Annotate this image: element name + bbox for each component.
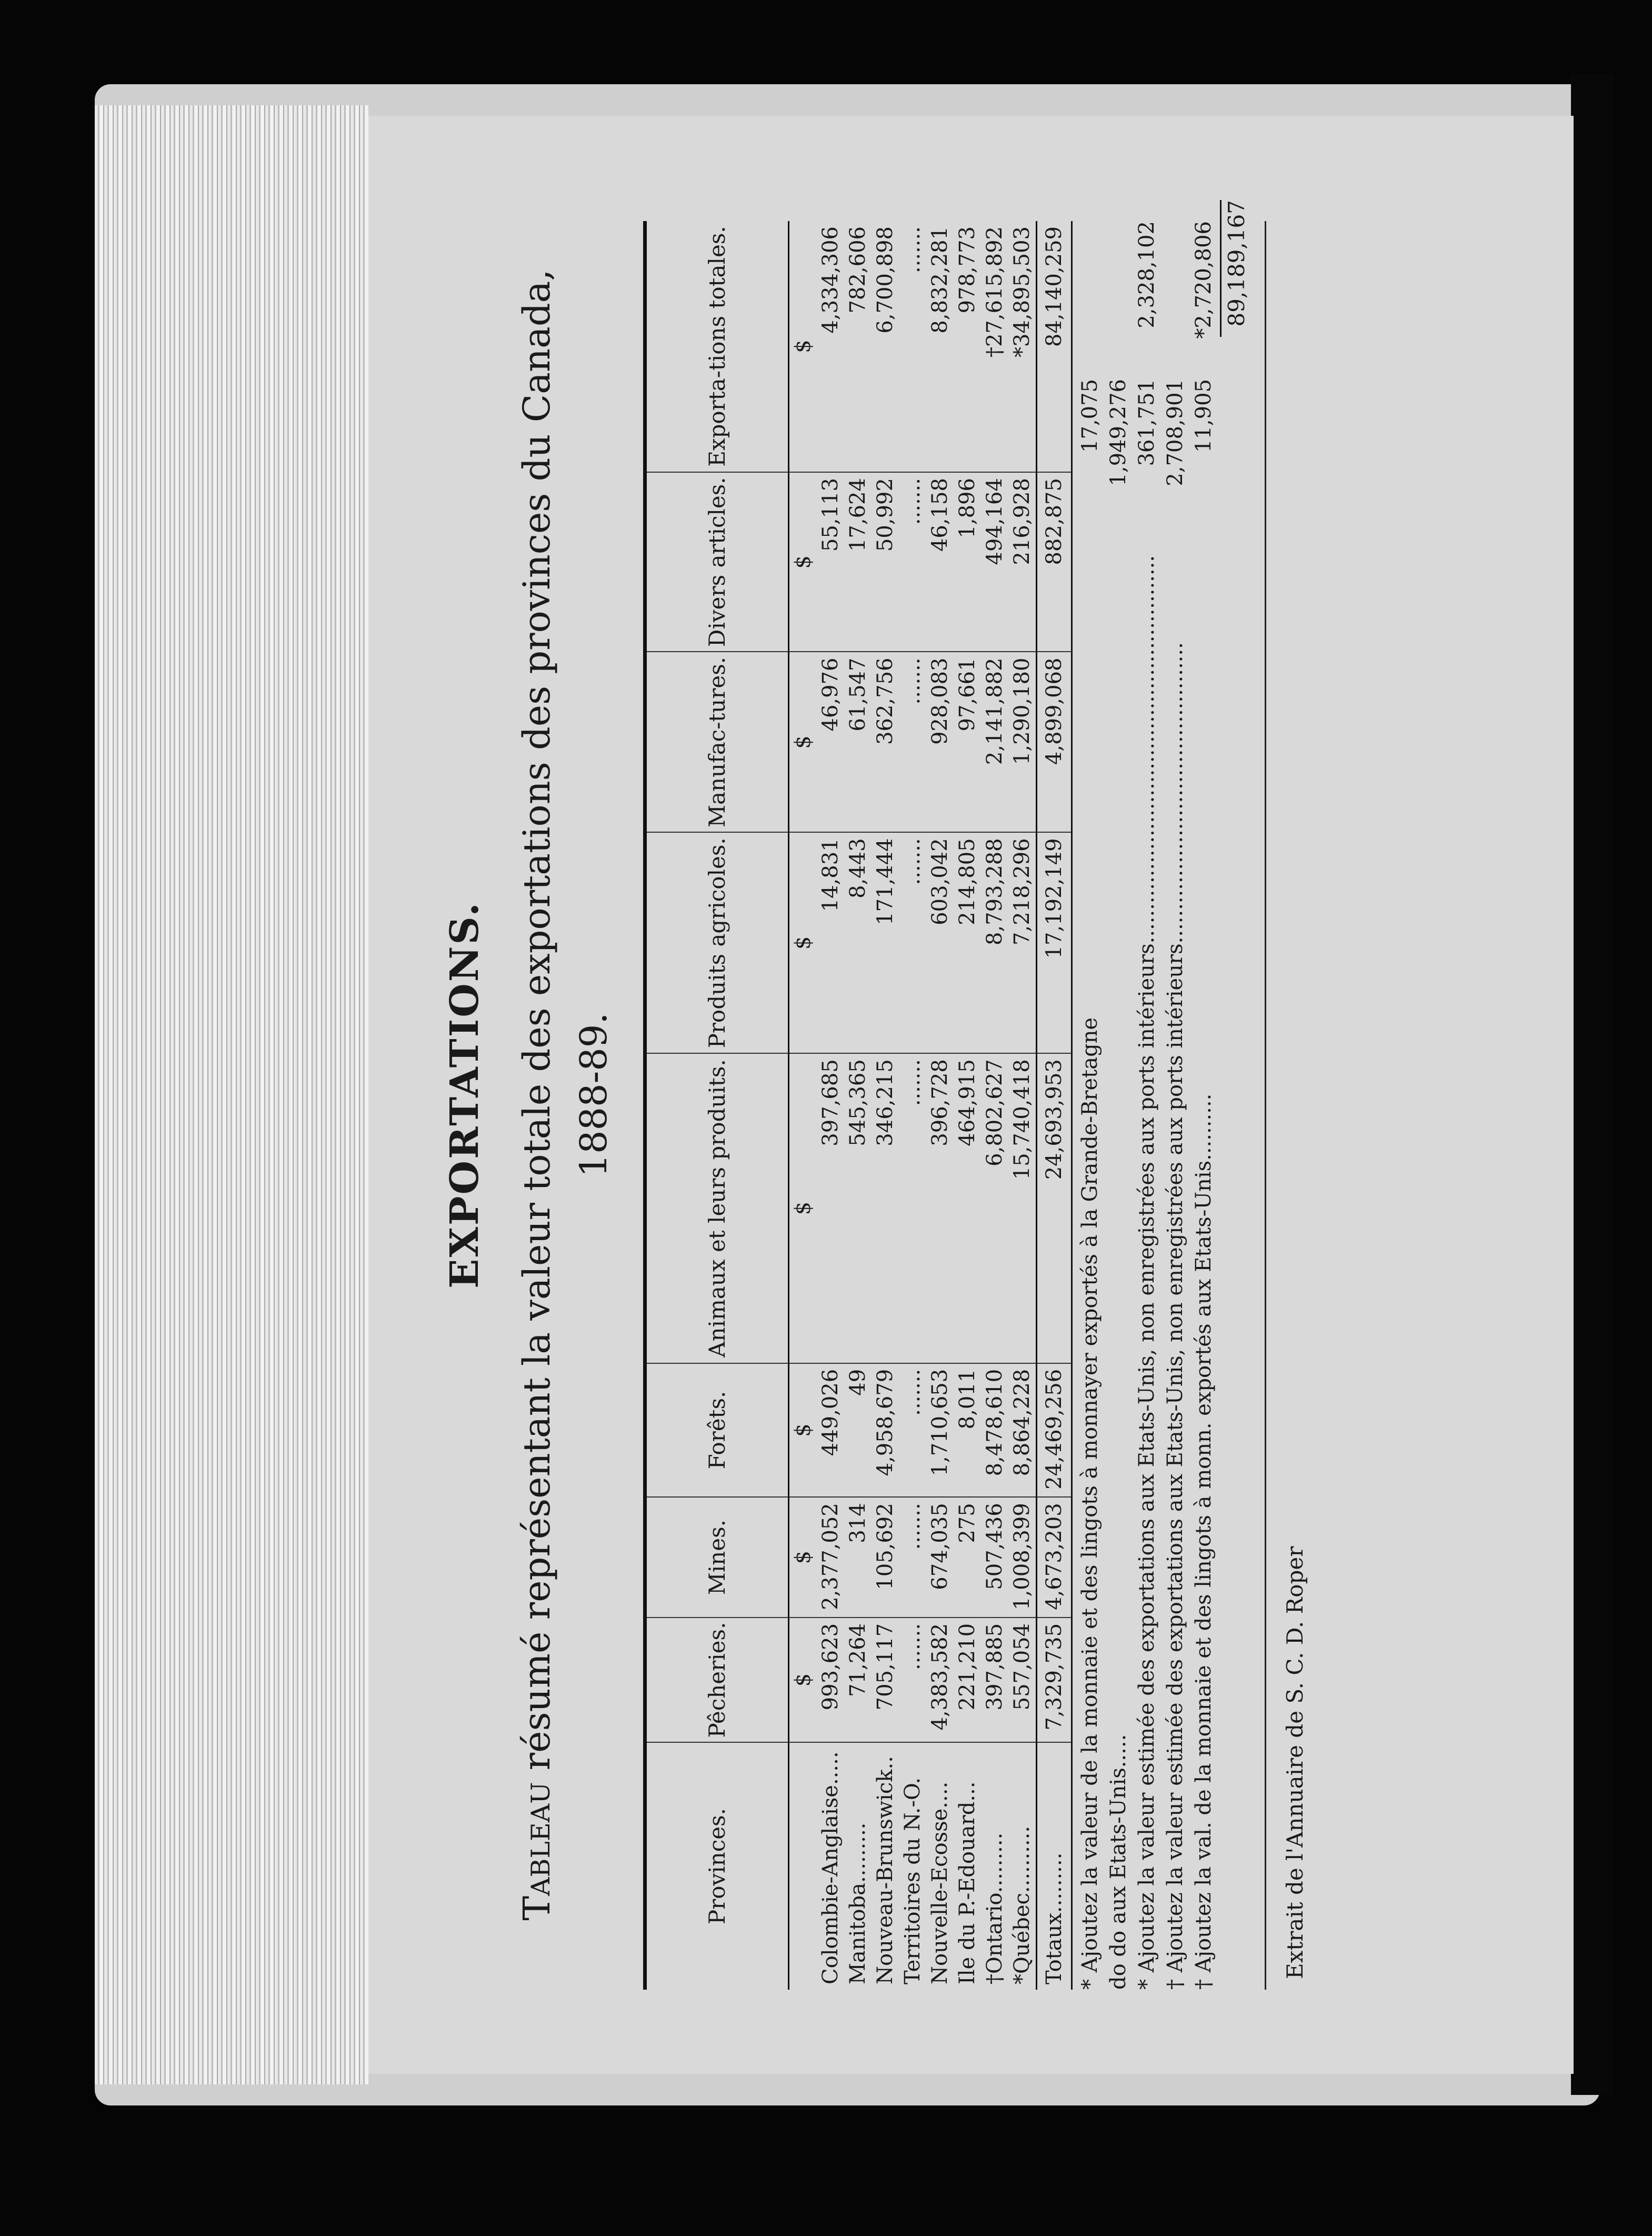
table-cell: ....... bbox=[899, 221, 926, 472]
table-cell: 1,008,399 bbox=[1008, 1497, 1037, 1618]
table-cell: 1,896 bbox=[954, 472, 981, 652]
table-cell: 782,606 bbox=[844, 221, 872, 472]
table-body bbox=[789, 221, 1072, 1990]
source-credit: Extrait de l'Annuaire de S. C. D. Roper bbox=[1282, 1546, 1308, 1979]
page-content bbox=[416, 200, 1308, 1990]
table-cell: ....... bbox=[899, 832, 926, 1053]
table-cell: 55,113 bbox=[817, 472, 844, 652]
table-cell: $ bbox=[789, 832, 817, 1053]
footnote-value: 17,075 bbox=[1078, 379, 1102, 453]
table-row bbox=[872, 221, 899, 1990]
total-cell: 24,693,953 bbox=[1037, 1053, 1072, 1363]
total-cell: 4,899,068 bbox=[1037, 652, 1072, 833]
table-cell: 14,831 bbox=[817, 832, 844, 1053]
table-cell: $ bbox=[789, 652, 817, 833]
table-header-row bbox=[645, 221, 789, 1990]
table-cell: 603,042 bbox=[926, 832, 954, 1053]
subtitle-text: résumé représentant la valeur totale des exportations des provinces du Canada, 1888-89. bbox=[515, 269, 615, 1771]
table-cell: 6,802,627 bbox=[981, 1053, 1008, 1363]
table-cell: 50,992 bbox=[872, 472, 899, 652]
table-cell: 464,915 bbox=[954, 1053, 981, 1363]
table-row bbox=[926, 221, 954, 1990]
header-mines: Mines. bbox=[645, 1497, 789, 1618]
table-cell: 449,026 bbox=[817, 1363, 844, 1497]
total-cell: 24,469,256 bbox=[1037, 1363, 1072, 1497]
table-cell: 8,864,228 bbox=[1008, 1363, 1037, 1497]
totals-row bbox=[1037, 221, 1072, 1990]
footnote-subtotal: *2,720,806 bbox=[1192, 221, 1216, 339]
table-row bbox=[981, 221, 1008, 1990]
province-name: *Québec.......... bbox=[1010, 1825, 1034, 1984]
page-title: EXPORTATIONS. bbox=[442, 901, 487, 1289]
total-cell: 17,192,149 bbox=[1037, 832, 1072, 1053]
table-cell: 8,011 bbox=[954, 1363, 981, 1497]
table-cell: 397,685 bbox=[817, 1053, 844, 1363]
province-name: Territoires du N.-O. bbox=[900, 1777, 925, 1984]
table-cell: 346,215 bbox=[872, 1053, 899, 1363]
grand-total: 89,189,167 bbox=[1220, 200, 1252, 337]
province-name: †Ontario......... bbox=[983, 1832, 1007, 1984]
table-cell: 705,117 bbox=[872, 1618, 899, 1742]
footnote-row bbox=[1189, 221, 1218, 1990]
table-cell: $ bbox=[789, 1497, 817, 1618]
header-manufactures: Manufac-tures. bbox=[645, 652, 789, 833]
table-cell: 46,976 bbox=[817, 652, 844, 833]
table-cell: 61,547 bbox=[844, 652, 872, 833]
film-strip-edge bbox=[1571, 74, 1613, 2095]
table-cell: 71,264 bbox=[844, 1618, 872, 1742]
table-cell: 46,158 bbox=[926, 472, 954, 652]
total-cell: 84,140,259 bbox=[1037, 221, 1072, 472]
table-cell: 2,141,882 bbox=[981, 652, 1008, 833]
footnote-text: * Ajoutez la valeur estimée des exportations aux Etats-Unis, non enregistrées aux ports intérieurs.......................................................... bbox=[1135, 555, 1159, 1990]
footnote-text: * Ajoutez la valeur de la monnaie et des lingots à monnayer exportés à la Grande-Bretagne bbox=[1078, 1017, 1102, 1990]
table-cell: ....... bbox=[899, 1497, 926, 1618]
table-cell: ....... bbox=[899, 652, 926, 833]
table-subtitle bbox=[508, 200, 622, 1990]
table-cell: 7,218,296 bbox=[1008, 832, 1037, 1053]
table-cell: 674,035 bbox=[926, 1497, 954, 1618]
table-cell: ....... bbox=[899, 1618, 926, 1742]
header-pecheries: Pêcheries. bbox=[645, 1618, 789, 1742]
header-forets: Forêts. bbox=[645, 1363, 789, 1497]
province-name: Nouvelle-Ecosse.... bbox=[928, 1781, 952, 1984]
footnote-value: 1,949,276 bbox=[1106, 379, 1130, 486]
footnote-row bbox=[1161, 221, 1189, 1990]
table-cell: $ bbox=[789, 1618, 817, 1742]
table-cell: ....... bbox=[899, 1053, 926, 1363]
rotated-content bbox=[368, 116, 1574, 2074]
divider bbox=[1265, 221, 1266, 1990]
table-cell: 993,623 bbox=[817, 1618, 844, 1742]
table-cell: †27,615,892 bbox=[981, 221, 1008, 472]
table-cell: 8,443 bbox=[844, 832, 872, 1053]
table-cell: 4,383,582 bbox=[926, 1618, 954, 1742]
table-cell: 314 bbox=[844, 1497, 872, 1618]
table-cell: 275 bbox=[954, 1497, 981, 1618]
header-divers-articles: Divers articles. bbox=[645, 472, 789, 652]
table-cell: 105,692 bbox=[872, 1497, 899, 1618]
table-cell: $ bbox=[789, 472, 817, 652]
total-cell: 4,673,203 bbox=[1037, 1497, 1072, 1618]
table-cell: 8,793,288 bbox=[981, 832, 1008, 1053]
table-cell: 214,805 bbox=[954, 832, 981, 1053]
table-cell: 17,624 bbox=[844, 472, 872, 652]
table-row bbox=[817, 221, 844, 1990]
province-name: Colombie-Anglaise..... bbox=[818, 1751, 843, 1984]
total-cell: 7,329,735 bbox=[1037, 1618, 1072, 1742]
table-cell: 494,164 bbox=[981, 472, 1008, 652]
subtitle-prefix: Tableau bbox=[515, 1782, 558, 1921]
currency-row bbox=[789, 221, 817, 1990]
table-row bbox=[844, 221, 872, 1990]
footnote-text: do do aux Etats-Unis..... bbox=[1106, 1734, 1130, 1990]
header-animaux: Animaux et leurs produits. bbox=[645, 1053, 789, 1363]
table-cell: 8,832,281 bbox=[926, 221, 954, 472]
grand-total-block bbox=[1220, 200, 1252, 1990]
province-name: Manitoba......... bbox=[846, 1822, 870, 1984]
table-cell: 15,740,418 bbox=[1008, 1053, 1037, 1363]
footnote-row bbox=[1104, 221, 1133, 1990]
table-cell: 4,334,306 bbox=[817, 221, 844, 472]
total-cell: 882,875 bbox=[1037, 472, 1072, 652]
table-cell: 545,365 bbox=[844, 1053, 872, 1363]
table-row bbox=[954, 221, 981, 1990]
footnotes bbox=[1076, 221, 1218, 1990]
table-cell: 507,436 bbox=[981, 1497, 1008, 1618]
footnote-row bbox=[1133, 221, 1161, 1990]
footnote-value: 2,708,901 bbox=[1163, 379, 1187, 486]
table-cell: $ bbox=[789, 1053, 817, 1363]
page-edges bbox=[95, 105, 368, 2084]
table-row bbox=[899, 221, 926, 1990]
table-cell: 8,478,610 bbox=[981, 1363, 1008, 1497]
table-cell: 49 bbox=[844, 1363, 872, 1497]
table-cell bbox=[789, 1742, 817, 1990]
totals-label: Totaux......... bbox=[1037, 1742, 1072, 1990]
scanned-page bbox=[368, 116, 1574, 2074]
table-cell: 396,728 bbox=[926, 1053, 954, 1363]
table-cell: 362,756 bbox=[872, 652, 899, 833]
table-cell: $ bbox=[789, 221, 817, 472]
province-name: Ile du P.-Edouard... bbox=[955, 1781, 979, 1984]
footnote-subtotal: 2,328,102 bbox=[1135, 221, 1159, 328]
exports-table bbox=[643, 221, 1073, 1990]
footnote-value: 361,751 bbox=[1135, 379, 1159, 466]
province-name: Nouveau-Brunswick.. bbox=[873, 1756, 897, 1984]
table-row bbox=[1008, 221, 1037, 1990]
table-cell: *34,895,503 bbox=[1008, 221, 1037, 472]
table-cell: 1,710,653 bbox=[926, 1363, 954, 1497]
table-cell: 1,290,180 bbox=[1008, 652, 1037, 833]
table-cell: 171,444 bbox=[872, 832, 899, 1053]
table-cell: 216,928 bbox=[1008, 472, 1037, 652]
table-cell: 97,661 bbox=[954, 652, 981, 833]
table-cell: 928,083 bbox=[926, 652, 954, 833]
table-cell: 2,377,052 bbox=[817, 1497, 844, 1618]
table-cell: 397,885 bbox=[981, 1618, 1008, 1742]
table-cell: ....... bbox=[899, 472, 926, 652]
footnote-text: † Ajoutez la val. de la monnaie et des lingots à monn. exportés aux Etats-Unis.......... bbox=[1192, 1093, 1216, 1990]
footnote-row bbox=[1076, 221, 1104, 1990]
footnote-text: † Ajoutez la valeur estimée des exportations aux Etats-Unis, non enregistrées aux ports intérieurs............................................. bbox=[1163, 642, 1187, 1990]
table-cell: 221,210 bbox=[954, 1618, 981, 1742]
table-cell: 978,773 bbox=[954, 221, 981, 472]
header-exportations-totales: Exporta-tions totales. bbox=[645, 221, 789, 472]
table-cell: 4,958,679 bbox=[872, 1363, 899, 1497]
header-provinces: Provinces. bbox=[645, 1742, 789, 1990]
footnote-value: 11,905 bbox=[1192, 379, 1216, 453]
table-cell: ....... bbox=[899, 1363, 926, 1497]
table-cell: 557,054 bbox=[1008, 1618, 1037, 1742]
table-cell: 6,700,898 bbox=[872, 221, 899, 472]
header-produits-agricoles: Produits agricoles. bbox=[645, 832, 789, 1053]
table-cell: $ bbox=[789, 1363, 817, 1497]
